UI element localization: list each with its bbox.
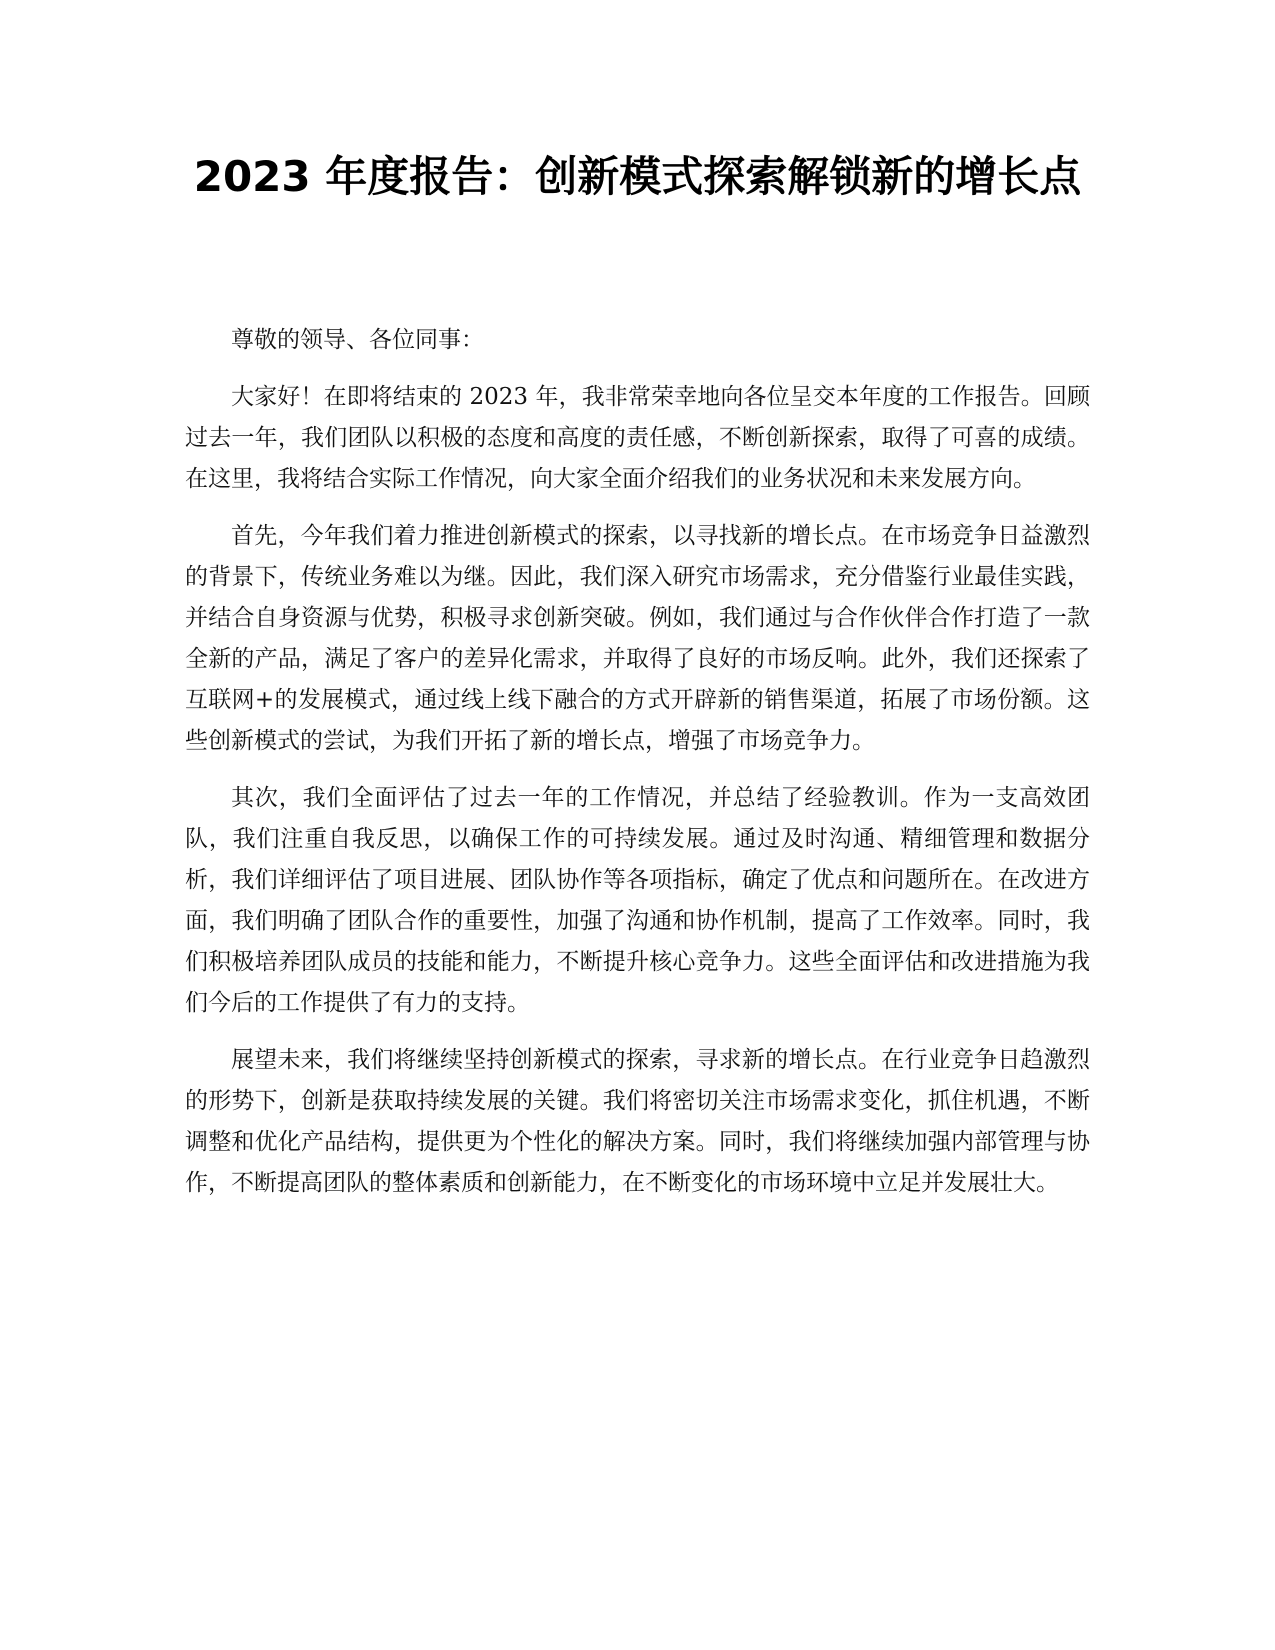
- evaluation-paragraph: 其次，我们全面评估了过去一年的工作情况，并总结了经验教训。作为一支高效团队，我们注重自我反思，以确保工作的可持续发展。通过及时沟通、精细管理和数据分析，我们详细评估了项目进展、团队协作等各项指标，确定了优点和问题所在。在改进方面，我们明确了团队合作的重要性，加强了沟通和协作机制，提高了工作效率。同时，我们积极培养团队成员的技能和能力，不断提升核心竞争力。这些全面评估和改进措施为我们今后的工作提供了有力的支持。: [185, 785, 1090, 1016]
- salutation-paragraph: 尊敬的领导、各位同事：: [231, 327, 484, 353]
- document-title: 2023 年度报告：创新模式探索解锁新的增长点: [193, 152, 1082, 201]
- document-body: [185, 320, 1090, 1220]
- outlook-paragraph: 展望未来，我们将继续坚持创新模式的探索，寻求新的增长点。在行业竞争日趋激烈的形势下，创新是获取持续发展的关键。我们将密切关注市场需求变化，抓住机遇，不断调整和优化产品结构，提供更为个性化的解决方案。同时，我们将继续加强内部管理与协作，不断提高团队的整体素质和创新能力，在不断变化的市场环境中立足并发展壮大。: [185, 1047, 1090, 1196]
- intro-paragraph: 大家好！在即将结束的 2023 年，我非常荣幸地向各位呈交本年度的工作报告。回顾过去一年，我们团队以积极的态度和高度的责任感，不断创新探索，取得了可喜的成绩。在这里，我将结合实际工作情况，向大家全面介绍我们的业务状况和未来发展方向。: [185, 384, 1090, 492]
- innovation-paragraph: 首先，今年我们着力推进创新模式的探索，以寻找新的增长点。在市场竞争日益激烈的背景下，传统业务难以为继。因此，我们深入研究市场需求，充分借鉴行业最佳实践，并结合自身资源与优势，积极寻求创新突破。例如，我们通过与合作伙伴合作打造了一款全新的产品，满足了客户的差异化需求，并取得了良好的市场反响。此外，我们还探索了互联网+的发展模式，通过线上线下融合的方式开辟新的销售渠道，拓展了市场份额。这些创新模式的尝试，为我们开拓了新的增长点，增强了市场竞争力。: [185, 523, 1090, 754]
